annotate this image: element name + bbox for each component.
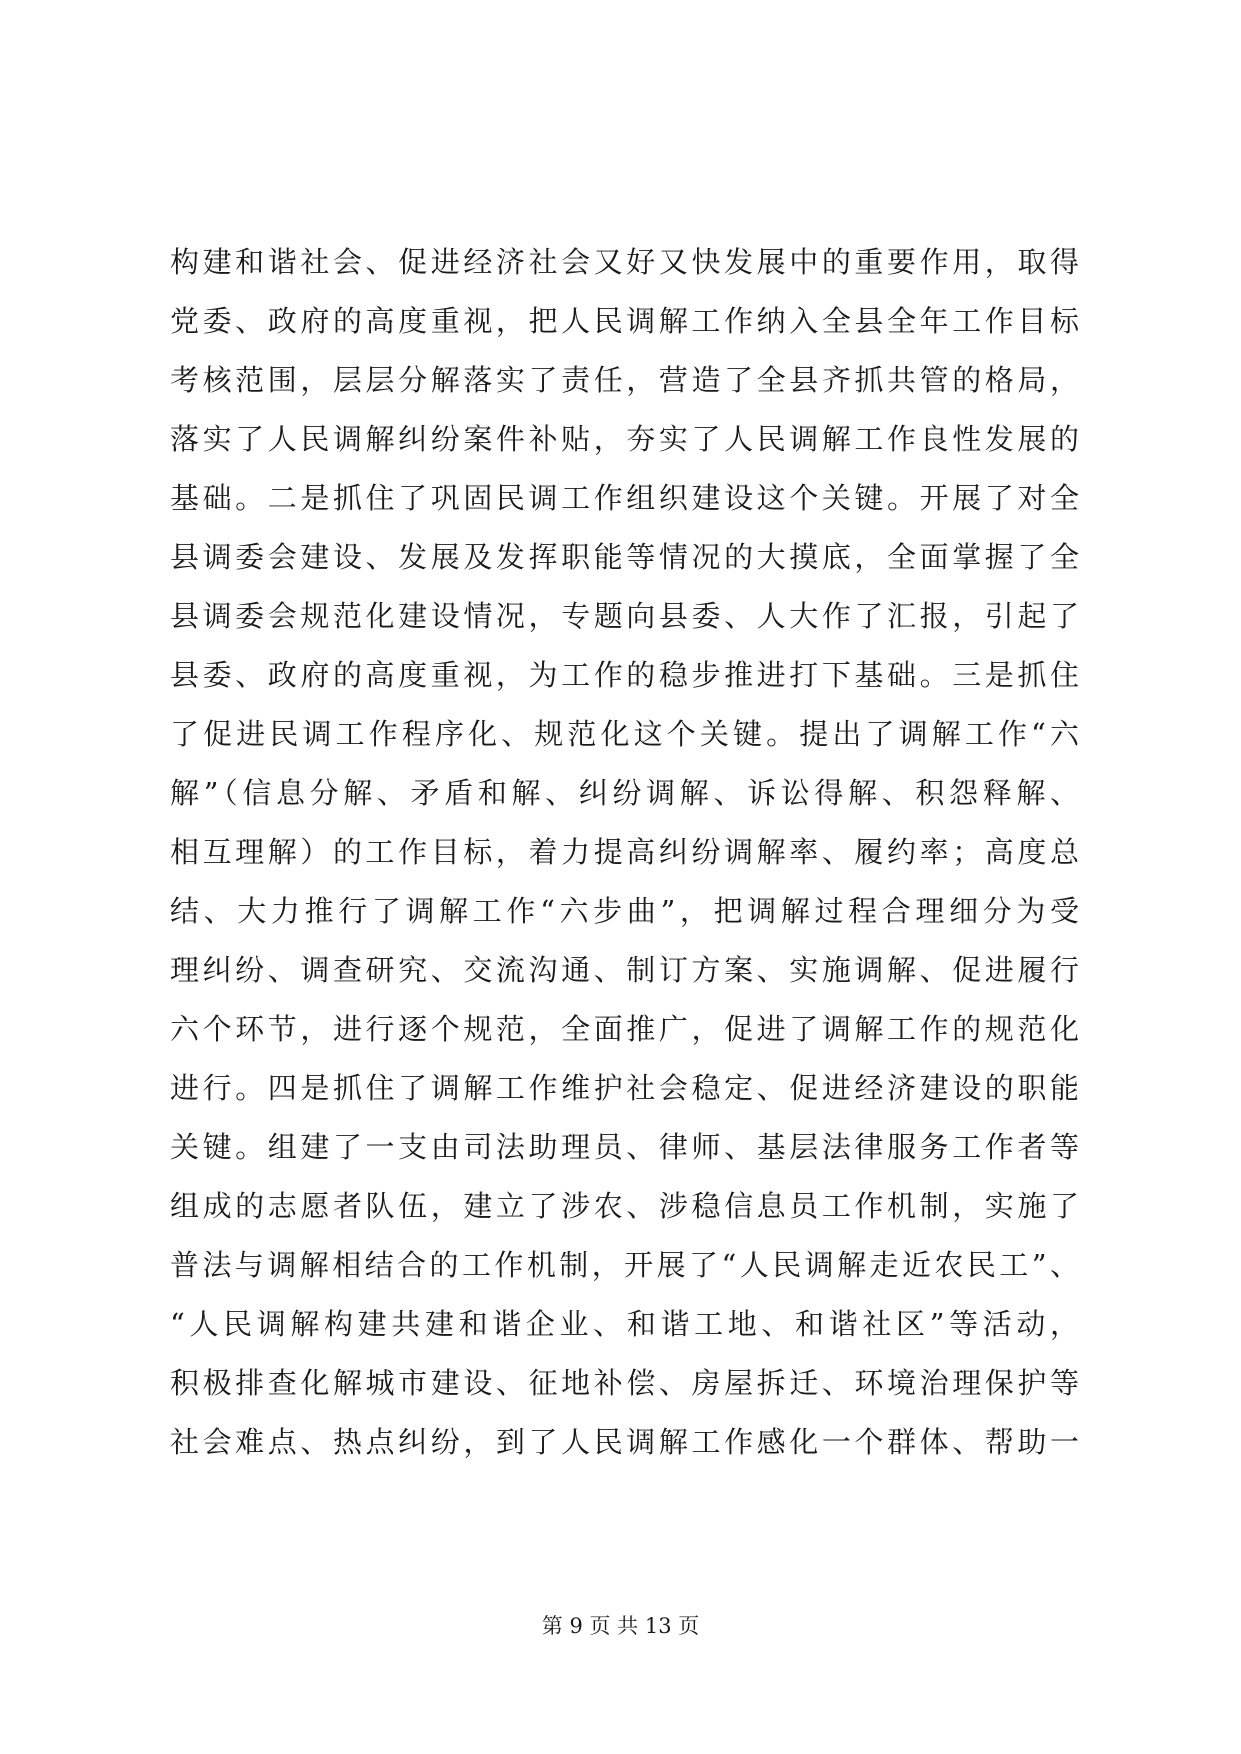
text-line: 关键。组建了一支由司法助理员、律师、基层法律服务工作者等 [170,1130,1080,1164]
text-line: 落实了人民调解纠纷案件补贴，夯实了人民调解工作良性发展的 [170,422,1080,456]
text-line: 基础。二是抓住了巩固民调工作组织建设这个关键。开展了对全 [170,481,1080,515]
text-line: 理纠纷、调查研究、交流沟通、制订方案、实施调解、促进履行 [170,953,1080,987]
text-line: 了促进民调工作程序化、规范化这个关键。提出了调解工作“六 [170,717,1080,751]
text-line: 县调委会建设、发展及发挥职能等情况的大摸底，全面掌握了全 [170,540,1080,574]
page-footer: 第 9 页 共 13 页 [541,1614,700,1638]
text-line: “人民调解构建共建和谐企业、和谐工地、和谐社区”等活动， [170,1307,1080,1341]
text-line: 六个环节，进行逐个规范，全面推广，促进了调解工作的规范化 [170,1012,1080,1046]
text-line: 积极排查化解城市建设、征地补偿、房屋拆迁、环境治理保护等 [170,1366,1080,1400]
text-line: 普法与调解相结合的工作机制，开展了“人民调解走近农民工”、 [170,1248,1080,1282]
text-line: 相互理解）的工作目标，着力提高纠纷调解率、履约率；高度总 [170,835,1080,869]
text-line: 县委、政府的高度重视，为工作的稳步推进打下基础。三是抓住 [170,658,1080,692]
text-line: 党委、政府的高度重视，把人民调解工作纳入全县全年工作目标 [170,304,1080,338]
text-line: 县调委会规范化建设情况，专题向县委、人大作了汇报，引起了 [170,599,1080,633]
body-text [170,233,1080,1472]
text-line: 考核范围，层层分解落实了责任，营造了全县齐抓共管的格局， [170,363,1080,397]
text-line: 进行。四是抓住了调解工作维护社会稳定、促进经济建设的职能 [170,1071,1080,1105]
text-line: 解”（信息分解、矛盾和解、纠纷调解、诉讼得解、积怨释解、 [170,776,1080,810]
text-line: 社会难点、热点纠纷，到了人民调解工作感化一个群体、帮助一 [170,1425,1080,1459]
text-line: 组成的志愿者队伍，建立了涉农、涉稳信息员工作机制，实施了 [170,1189,1080,1223]
text-line: 结、大力推行了调解工作“六步曲”，把调解过程合理细分为受 [170,894,1080,928]
text-line: 构建和谐社会、促进经济社会又好又快发展中的重要作用，取得 [170,245,1080,279]
